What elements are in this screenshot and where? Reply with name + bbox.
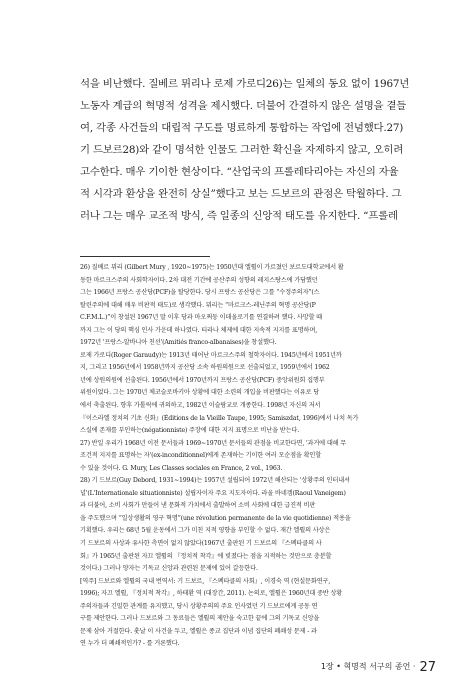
footnote-line: 위원이었다. 그는 1970년 체코슬로바키아 상황에 대한 소련의 개입을 비판했다는 이유로 당 [80, 389, 320, 397]
footnote-line: 년에 상원의원에 선출된다. 1956년에서 1970년까지 프랑스 공산당(PCF) 중앙위원회 집행부 [80, 376, 325, 384]
body-line: 러나 그는 매우 교조적 방식, 즉 일종의 신앙적 태도를 유지한다. “프롤레 [80, 210, 398, 222]
footnote-line: 스실에 존재를 부인하는(négationniste) 주장에 대한 지지 표명으로 비난을 받는다. [80, 427, 300, 435]
footnote-line: 널'(L'Internationale situationniste) 설립자이자 주요 지도자이다. 라울 바네겜(Raoul Vaneigem) [80, 489, 346, 497]
footnote-line: 것이다.) 그러나 양자는 기독교 신앙과 관련된 문제에 있어 갈등한다. [80, 565, 258, 573]
footnote-line: 과 더불어, 소비 사회가 만들어 낸 문화적 가치에서 출발하여 소비 사회에 대한 급진적 비판 [80, 502, 316, 510]
footnote-line: 기획했다. 우리는 68년 5월 운동에서 그가 미친 지적 영향을 부인할 수 없다. 재간 엘륄의 사상은 [80, 527, 331, 535]
footnote-line: 탈린주의에 대해 매우 비판적 태도)로 생각했다. 뮈리는 “마르크스-레닌주의 혁명 공산당(P [80, 301, 316, 309]
footnote-line: 26) 질베르 뮈리 (Gilbert Mury , 1920~1975)는 1950년대 엘륄이 가르쳤던 보르도대학교에서 활 [80, 264, 344, 271]
footnote-line: 에서 축출된다. 향후 가톨릭에 귀의하고, 1982년 이슬람교로 개종한다. 1998년 자신의 저서 [80, 402, 321, 410]
body-line: 여, 각종 사건들의 대립적 구도를 명료하게 통합하는 작업에 전념했다.27) [80, 122, 404, 134]
footnote-line: 1972년 '프랑스-알바니아 친선'(Amitiés franco-albanaises)을 창설했다. [80, 339, 277, 347]
body-line: 석을 비난했다. 질베르 뮈리나 로제 가로디26)는 일체의 동요 없이 1967년 [80, 78, 410, 90]
page-number: 27 [419, 660, 436, 675]
footnote-line: 기 드보르의 사상과 유사한 측면이 없지 않았다(1967년 출판된 기 드보르의 『스펙타클의 사 [80, 540, 322, 548]
footnote-line: 회』가 1965년 출판된 자끄 엘륄의 『정치적 착각』에 빚졌다는 점을 지적하는 것만으로 충분할 [80, 552, 332, 560]
footnote-line: 로제 가로디(Roger Garaudy)는 1913년 태어난 마르크스주의 철학자이다. 1945년에서 1951년까 [80, 351, 342, 359]
body-line: 노동자 계급의 혁명적 성격을 제시했다. 더불어 간결하지 않은 설명을 곁들 [80, 100, 407, 112]
footnote-line: 문제 삼아 거절한다. 훗날 이 사건을 두고, 엘륄은 종교 집단과 이념 집단의 폐쇄성 문제 - 과 [80, 627, 317, 635]
body-line: 적 시각과 환상을 완전히 상실”했다고 보는 드보르의 관점은 탁월하다. 그 [80, 188, 402, 200]
footnote-line: 주의자들과 긴밀한 관계를 유지했고, 당시 상황주의의 주요 인사였던 기 드보르에게 공동 연 [80, 602, 318, 610]
footnote-line: 28) 기 드보르(Guy Debord, 1931~1994)는 1957년 설립되어 1972년 해산되는 '상황주의 인터내셔 [80, 477, 350, 485]
main-body-text [80, 73, 436, 227]
body-line: 고수한다. 매우 기이한 현상이다. “산업국의 프롤레타리아는 자신의 자율 [80, 166, 399, 178]
footnote-line: 까지 그는 이 당의 핵심 인사 가운데 하나였다. 티라나 체제에 대한 지속적 지지를 표명하며, [80, 326, 318, 334]
running-footer-chapter: 1장 • 혁명적 서구의 종언 · [320, 662, 416, 671]
footnote-line: [역주] 드보르와 엘륄의 국내 번역서: 기 드보르, 『스펙타클의 사회』, 이경숙 역 (현실문화연구, [80, 577, 331, 585]
footnote-line: 연 누가 더 폐쇄적인가? - 를 거론했다. [80, 640, 180, 648]
page-footer [321, 660, 436, 675]
body-line: 기 드보르28)와 같이 명석한 인물도 그러한 확신을 자제하지 않고, 오히려 [80, 144, 404, 156]
footnote-separator [80, 256, 210, 257]
footnote-line: 수 있을 것이다. G. Mury, Les Classes sociales en France, 2 vol., 1963. [80, 464, 283, 472]
footnote-line: 그는 1966년 프랑스 공산당(PCF)을 탈당한다. 당시 프랑스 공산당은 그를 “수정주의자”(스 [80, 289, 320, 297]
footnote-line: C.F.M.L.)”이 창설된 1967년 말 이후 당과 마오쩌둥 이데올로기를 연결하려 했다. 사망할 때 [80, 314, 322, 322]
footnote-line: 조건적 지지를 표명하는 자'(ex-inconditionnel)에게 존재하는 기이한 여러 모순점을 확인할 [80, 452, 322, 460]
footnotes [80, 262, 438, 651]
footnote-line: 구를 제안한다. 그러나 드보르와 그 동료들은 엘륄의 제안을 숙고한 끝에 그의 기독교 신앙을 [80, 615, 320, 623]
footnote-line: 1996); 자끄 엘륄, 『정치적 착각』, 하태환 역 (대장간, 2011). 논의로, 엘륄은 1960년대 중반 상황 [80, 590, 343, 598]
footnote-line: 지, 그리고 1956년에서 1958년까지 공산당 소속 하원의원으로 선출되었고, 1959년에서 1962 [80, 364, 330, 372]
footnote-line: 27) 반일 우리가 1968년 이전 문서들과 1969~1970년 문서들의 관점을 비교한다면, '과거에 대해 무 [80, 439, 347, 447]
footnote-line: 을 주도했으며 “일상생활의 영구 혁명”(une révolution permanente de la vie quotidienne) 적용을 [80, 514, 351, 522]
footnote-line: 『이스라엘 정치의 기초 신화』(Éditions de la Vieille Taupe, 1995; Samiszdat, 1996)에서 나치 독가 [80, 414, 359, 422]
footnote-line: 동한 마르크스주의 사회학자이다. 2차 대전 기간에 공산주의 성향의 레지스탕스에 가담했던 [80, 276, 318, 284]
